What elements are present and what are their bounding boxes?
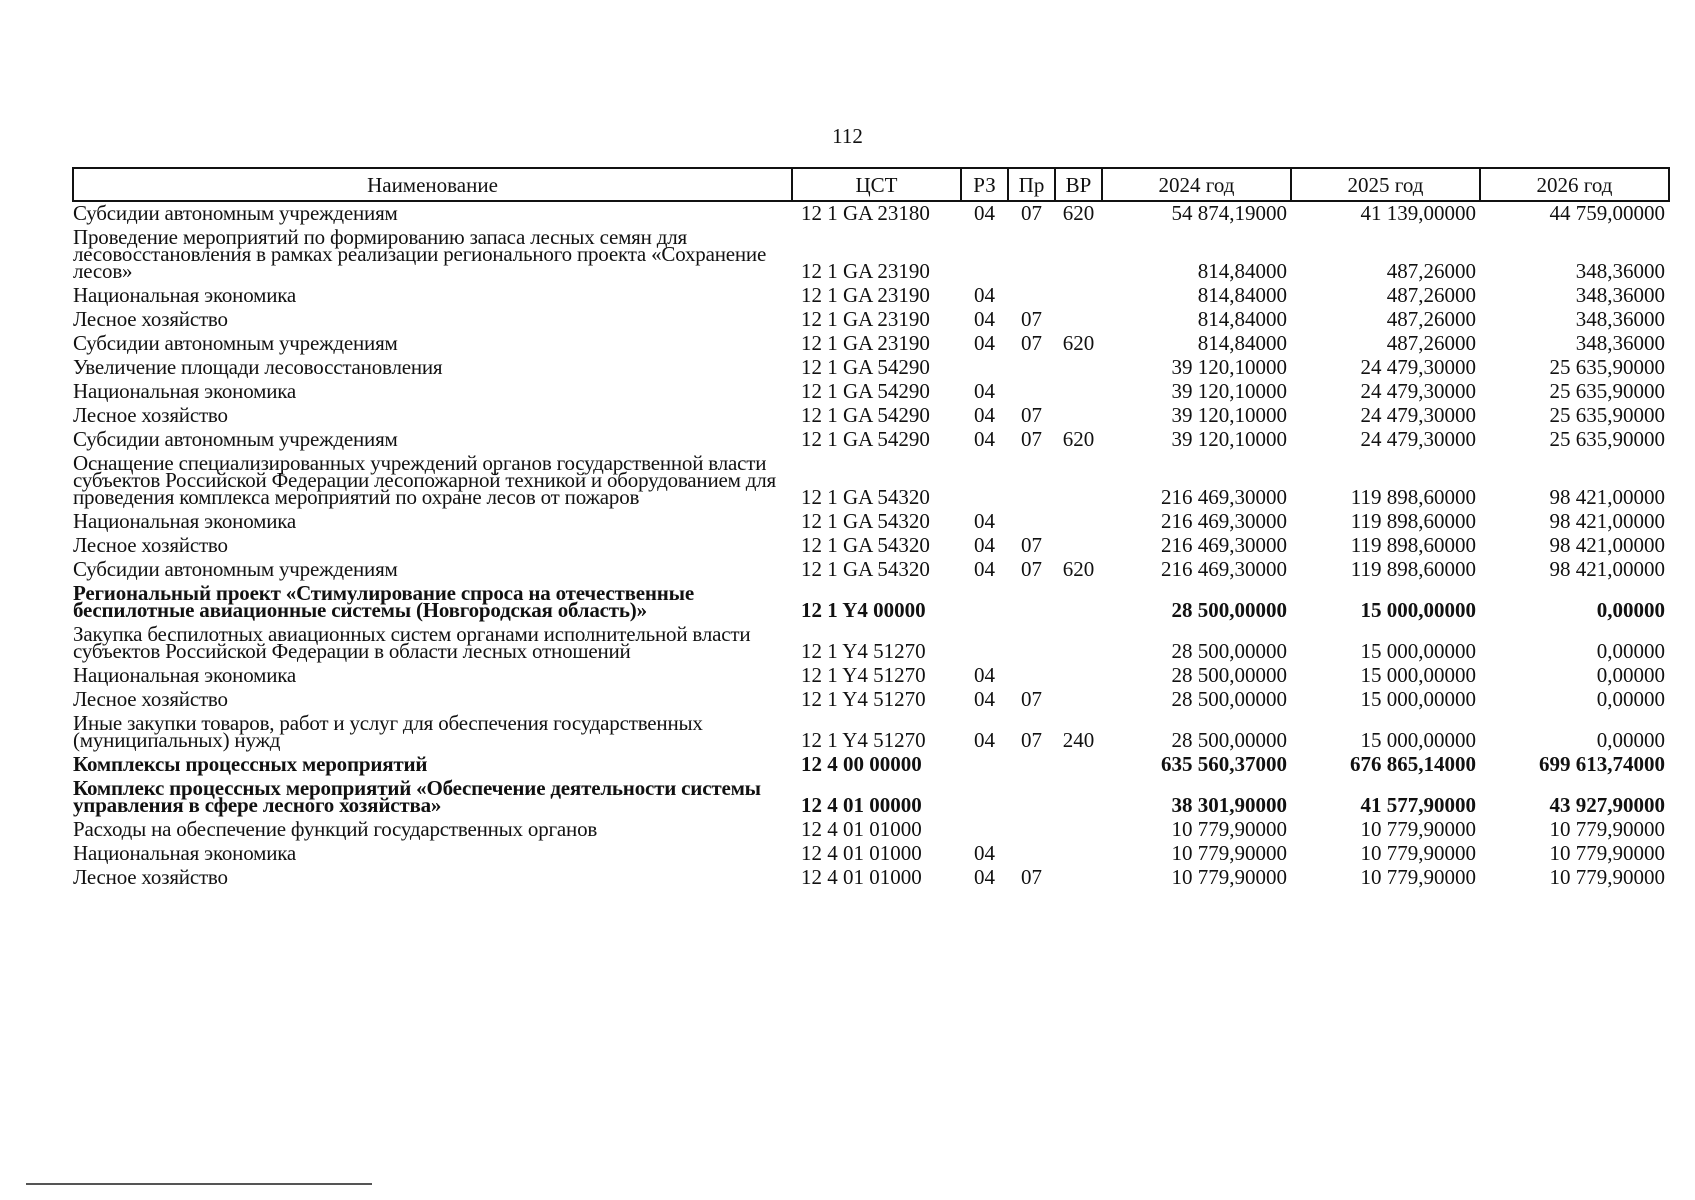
cell-rz: 04 <box>974 865 995 889</box>
cell-pr: 07 <box>1021 427 1042 451</box>
cell-vr: 620 <box>1062 557 1095 581</box>
header-vr: ВР <box>1055 168 1102 201</box>
cell-name: Региональный проект «Стимулирование спроса на отечественные беспилотные авиационные системы (Новгородская область)» <box>73 581 694 622</box>
table-row <box>73 753 1669 777</box>
cell-vr <box>1055 452 1102 510</box>
cell-2025: 15 000,00000 <box>1360 598 1476 622</box>
cell-rz: 04 <box>974 728 995 752</box>
header-rz: РЗ <box>961 168 1008 201</box>
cell-pr <box>1008 284 1055 308</box>
cell-vr: 240 <box>1062 728 1095 752</box>
cell-2026: 10 779,90000 <box>1549 841 1665 865</box>
cell-2026: 25 635,90000 <box>1549 403 1665 427</box>
cell-rz <box>961 452 1008 510</box>
cell-2024: 216 469,30000 <box>1161 557 1287 581</box>
table-row <box>73 664 1669 688</box>
table-row <box>73 452 1669 510</box>
table-row <box>73 582 1669 623</box>
cell-2024: 39 120,10000 <box>1171 403 1287 427</box>
cell-rz: 04 <box>974 403 995 427</box>
cell-pr: 07 <box>1021 533 1042 557</box>
cell-name: Расходы на обеспечение функций государственных органов <box>73 817 598 841</box>
cell-cst: 12 1 GA 54290 <box>801 379 930 403</box>
cell-2025: 24 479,30000 <box>1360 379 1476 403</box>
cell-vr <box>1055 226 1102 284</box>
cell-pr <box>1008 582 1055 623</box>
cell-name: Проведение мероприятий по формированию запаса лесных семян для лесовосстановления в рамках реализации регионального проекта «Сохранение лесов» <box>73 225 767 283</box>
cell-2024: 635 560,37000 <box>1161 752 1287 776</box>
cell-name: Комплекс процессных мероприятий «Обеспечение деятельности системы управления в сфере лесного хозяйства» <box>73 776 761 817</box>
cell-2024: 39 120,10000 <box>1171 355 1287 379</box>
header-2025: 2025 год <box>1291 168 1480 201</box>
cell-2024: 28 500,00000 <box>1171 663 1287 687</box>
cell-name: Закупка беспилотных авиационных систем органами исполнительной власти субъектов Российской Федерации в области лесных отношений <box>73 622 751 663</box>
table-row <box>73 226 1669 284</box>
cell-2024: 216 469,30000 <box>1161 509 1287 533</box>
table-row <box>73 356 1669 380</box>
cell-2026: 98 421,00000 <box>1549 533 1665 557</box>
cell-rz: 04 <box>974 841 995 865</box>
cell-rz <box>961 356 1008 380</box>
cell-2024: 28 500,00000 <box>1171 598 1287 622</box>
cell-rz: 04 <box>974 379 995 403</box>
cell-pr <box>1008 818 1055 842</box>
cell-cst: 12 1 Y4 51270 <box>801 728 926 752</box>
cell-cst: 12 1 Y4 51270 <box>801 687 926 711</box>
table-row <box>73 712 1669 753</box>
cell-rz <box>961 623 1008 664</box>
header-name: Наименование <box>73 168 792 201</box>
cell-name: Лесное хозяйство <box>73 307 228 331</box>
cell-2025: 676 865,14000 <box>1350 752 1476 776</box>
cell-name: Субсидии автономным учреждениям <box>73 201 398 225</box>
cell-2025: 24 479,30000 <box>1360 355 1476 379</box>
table-row <box>73 380 1669 404</box>
cell-2024: 216 469,30000 <box>1161 485 1287 509</box>
header-2026: 2026 год <box>1480 168 1669 201</box>
cell-2024: 216 469,30000 <box>1161 533 1287 557</box>
cell-pr: 07 <box>1021 865 1042 889</box>
cell-name: Субсидии автономным учреждениям <box>73 557 398 581</box>
cell-rz <box>961 582 1008 623</box>
table-row <box>73 688 1669 712</box>
cell-vr <box>1055 688 1102 712</box>
table-row <box>73 558 1669 582</box>
cell-2024: 28 500,00000 <box>1171 728 1287 752</box>
cell-2025: 10 779,90000 <box>1360 865 1476 889</box>
cell-name: Лесное хозяйство <box>73 865 228 889</box>
cell-vr <box>1055 356 1102 380</box>
cell-vr <box>1055 842 1102 866</box>
cell-2024: 10 779,90000 <box>1171 841 1287 865</box>
cell-2024: 10 779,90000 <box>1171 865 1287 889</box>
cell-pr: 07 <box>1021 687 1042 711</box>
cell-vr <box>1055 818 1102 842</box>
cell-cst: 12 1 Y4 51270 <box>801 663 926 687</box>
cell-2025: 15 000,00000 <box>1360 639 1476 663</box>
cell-vr <box>1055 623 1102 664</box>
cell-rz: 04 <box>974 307 995 331</box>
cell-2026: 0,00000 <box>1596 728 1665 752</box>
cell-name: Национальная экономика <box>73 283 297 307</box>
cell-2025: 119 898,60000 <box>1350 533 1476 557</box>
cell-2024: 10 779,90000 <box>1171 817 1287 841</box>
cell-pr <box>1008 623 1055 664</box>
cell-cst: 12 1 GA 23190 <box>801 307 930 331</box>
cell-name: Лесное хозяйство <box>73 403 228 427</box>
cell-vr: 620 <box>1062 331 1095 355</box>
cell-2026: 348,36000 <box>1575 283 1665 307</box>
budget-table <box>72 167 1670 890</box>
cell-pr <box>1008 356 1055 380</box>
cell-rz <box>961 777 1008 818</box>
table-row <box>73 510 1669 534</box>
cell-vr <box>1055 404 1102 428</box>
cell-2025: 15 000,00000 <box>1360 687 1476 711</box>
cell-2024: 814,84000 <box>1197 259 1287 283</box>
header-pr: Пр <box>1008 168 1055 201</box>
cell-2026: 25 635,90000 <box>1549 379 1665 403</box>
cell-cst: 12 4 01 01000 <box>801 865 922 889</box>
cell-vr: 620 <box>1062 427 1095 451</box>
cell-2025: 119 898,60000 <box>1350 485 1476 509</box>
cell-cst: 12 1 GA 54290 <box>801 427 930 451</box>
cell-cst: 12 1 GA 23190 <box>801 331 930 355</box>
cell-cst: 12 4 00 00000 <box>801 752 922 776</box>
cell-cst: 12 1 GA 54290 <box>801 355 930 379</box>
cell-pr: 07 <box>1021 201 1042 225</box>
cell-2026: 44 759,00000 <box>1549 201 1665 225</box>
cell-2026: 0,00000 <box>1596 663 1665 687</box>
cell-name: Иные закупки товаров, работ и услуг для обеспечения государственных (муниципальных) нужд <box>73 711 703 752</box>
cell-pr: 07 <box>1021 331 1042 355</box>
cell-rz: 04 <box>974 533 995 557</box>
cell-name: Оснащение специализированных учреждений органов государственной власти субъектов Российской Федерации лесопожарной техникой и оборудованием для проведения комплекса мероприятий по охране лесов от пожаров <box>73 451 776 509</box>
cell-name: Субсидии автономным учреждениям <box>73 427 398 451</box>
cell-pr <box>1008 380 1055 404</box>
cell-cst: 12 1 Y4 51270 <box>801 639 926 663</box>
table-row <box>73 201 1669 226</box>
cell-cst: 12 1 GA 54320 <box>801 509 930 533</box>
cell-2025: 119 898,60000 <box>1350 509 1476 533</box>
cell-2024: 38 301,90000 <box>1171 793 1287 817</box>
cell-2025: 24 479,30000 <box>1360 403 1476 427</box>
cell-vr <box>1055 308 1102 332</box>
cell-vr <box>1055 380 1102 404</box>
cell-pr <box>1008 777 1055 818</box>
cell-2026: 348,36000 <box>1575 307 1665 331</box>
table-header-row <box>73 168 1669 201</box>
cell-2025: 15 000,00000 <box>1360 728 1476 752</box>
cell-2024: 814,84000 <box>1197 307 1287 331</box>
cell-2024: 39 120,10000 <box>1171 427 1287 451</box>
cell-name: Субсидии автономным учреждениям <box>73 331 398 355</box>
cell-2026: 0,00000 <box>1596 639 1665 663</box>
table-row <box>73 818 1669 842</box>
cell-2025: 487,26000 <box>1386 283 1476 307</box>
cell-2026: 348,36000 <box>1575 259 1665 283</box>
header-2024: 2024 год <box>1102 168 1291 201</box>
table-row <box>73 284 1669 308</box>
cell-2026: 43 927,90000 <box>1549 793 1665 817</box>
cell-2026: 0,00000 <box>1596 598 1665 622</box>
cell-rz: 04 <box>974 509 995 533</box>
cell-name: Национальная экономика <box>73 379 297 403</box>
cell-pr: 07 <box>1021 557 1042 581</box>
cell-cst: 12 4 01 01000 <box>801 817 922 841</box>
cell-name: Комплексы процессных мероприятий <box>73 752 428 776</box>
cell-rz <box>961 753 1008 777</box>
cell-2025: 487,26000 <box>1386 331 1476 355</box>
cell-2025: 24 479,30000 <box>1360 427 1476 451</box>
cell-pr <box>1008 452 1055 510</box>
cell-2025: 15 000,00000 <box>1360 663 1476 687</box>
cell-pr: 07 <box>1021 403 1042 427</box>
table-row <box>73 777 1669 818</box>
cell-2026: 10 779,90000 <box>1549 865 1665 889</box>
cell-2025: 41 139,00000 <box>1360 201 1476 225</box>
cell-vr <box>1055 582 1102 623</box>
cell-vr <box>1055 284 1102 308</box>
cell-cst: 12 1 GA 23190 <box>801 259 930 283</box>
cell-2026: 98 421,00000 <box>1549 509 1665 533</box>
cell-vr <box>1055 777 1102 818</box>
cell-pr <box>1008 753 1055 777</box>
cell-cst: 12 1 GA 54320 <box>801 557 930 581</box>
cell-cst: 12 1 GA 54320 <box>801 533 930 557</box>
footer-rule <box>26 1183 372 1185</box>
table-row <box>73 428 1669 452</box>
cell-pr <box>1008 664 1055 688</box>
cell-2025: 10 779,90000 <box>1360 817 1476 841</box>
cell-2025: 119 898,60000 <box>1350 557 1476 581</box>
cell-cst: 12 1 Y4 00000 <box>801 598 926 622</box>
cell-cst: 12 4 01 00000 <box>801 793 922 817</box>
cell-rz: 04 <box>974 283 995 307</box>
cell-rz: 04 <box>974 331 995 355</box>
cell-rz: 04 <box>974 557 995 581</box>
table-row <box>73 308 1669 332</box>
cell-cst: 12 4 01 01000 <box>801 841 922 865</box>
cell-2025: 10 779,90000 <box>1360 841 1476 865</box>
cell-name: Лесное хозяйство <box>73 687 228 711</box>
cell-2024: 28 500,00000 <box>1171 687 1287 711</box>
cell-name: Национальная экономика <box>73 841 297 865</box>
cell-2024: 54 874,19000 <box>1171 201 1287 225</box>
table-row <box>73 332 1669 356</box>
cell-2025: 487,26000 <box>1386 259 1476 283</box>
cell-2025: 487,26000 <box>1386 307 1476 331</box>
cell-vr <box>1055 534 1102 558</box>
table-body <box>73 201 1669 890</box>
cell-pr <box>1008 510 1055 534</box>
cell-cst: 12 1 GA 54290 <box>801 403 930 427</box>
cell-vr <box>1055 866 1102 890</box>
table-row <box>73 534 1669 558</box>
cell-rz: 04 <box>974 663 995 687</box>
cell-2026: 348,36000 <box>1575 331 1665 355</box>
cell-2024: 28 500,00000 <box>1171 639 1287 663</box>
cell-rz: 04 <box>974 687 995 711</box>
table-row <box>73 623 1669 664</box>
cell-vr <box>1055 510 1102 534</box>
cell-vr <box>1055 664 1102 688</box>
header-cst: ЦСТ <box>792 168 961 201</box>
cell-pr: 07 <box>1021 307 1042 331</box>
cell-name: Национальная экономика <box>73 509 297 533</box>
cell-cst: 12 1 GA 23190 <box>801 283 930 307</box>
cell-2026: 25 635,90000 <box>1549 427 1665 451</box>
cell-vr <box>1055 753 1102 777</box>
cell-cst: 12 1 GA 54320 <box>801 485 930 509</box>
cell-rz: 04 <box>974 201 995 225</box>
cell-2024: 39 120,10000 <box>1171 379 1287 403</box>
table-row <box>73 866 1669 890</box>
cell-2026: 699 613,74000 <box>1539 752 1665 776</box>
cell-pr: 07 <box>1021 728 1042 752</box>
cell-2024: 814,84000 <box>1197 283 1287 307</box>
cell-2024: 814,84000 <box>1197 331 1287 355</box>
cell-name: Увеличение площади лесовосстановления <box>73 355 443 379</box>
cell-rz <box>961 226 1008 284</box>
table-row <box>73 842 1669 866</box>
cell-2026: 98 421,00000 <box>1549 485 1665 509</box>
cell-pr <box>1008 226 1055 284</box>
cell-rz: 04 <box>974 427 995 451</box>
cell-2026: 10 779,90000 <box>1549 817 1665 841</box>
cell-name: Национальная экономика <box>73 663 297 687</box>
cell-2026: 25 635,90000 <box>1549 355 1665 379</box>
table-row <box>73 404 1669 428</box>
page-number: 112 <box>832 124 863 148</box>
cell-name: Лесное хозяйство <box>73 533 228 557</box>
cell-2025: 41 577,90000 <box>1360 793 1476 817</box>
cell-cst: 12 1 GA 23180 <box>801 201 930 225</box>
cell-pr <box>1008 842 1055 866</box>
cell-vr: 620 <box>1062 201 1095 225</box>
cell-rz <box>961 818 1008 842</box>
cell-2026: 0,00000 <box>1596 687 1665 711</box>
cell-2026: 98 421,00000 <box>1549 557 1665 581</box>
